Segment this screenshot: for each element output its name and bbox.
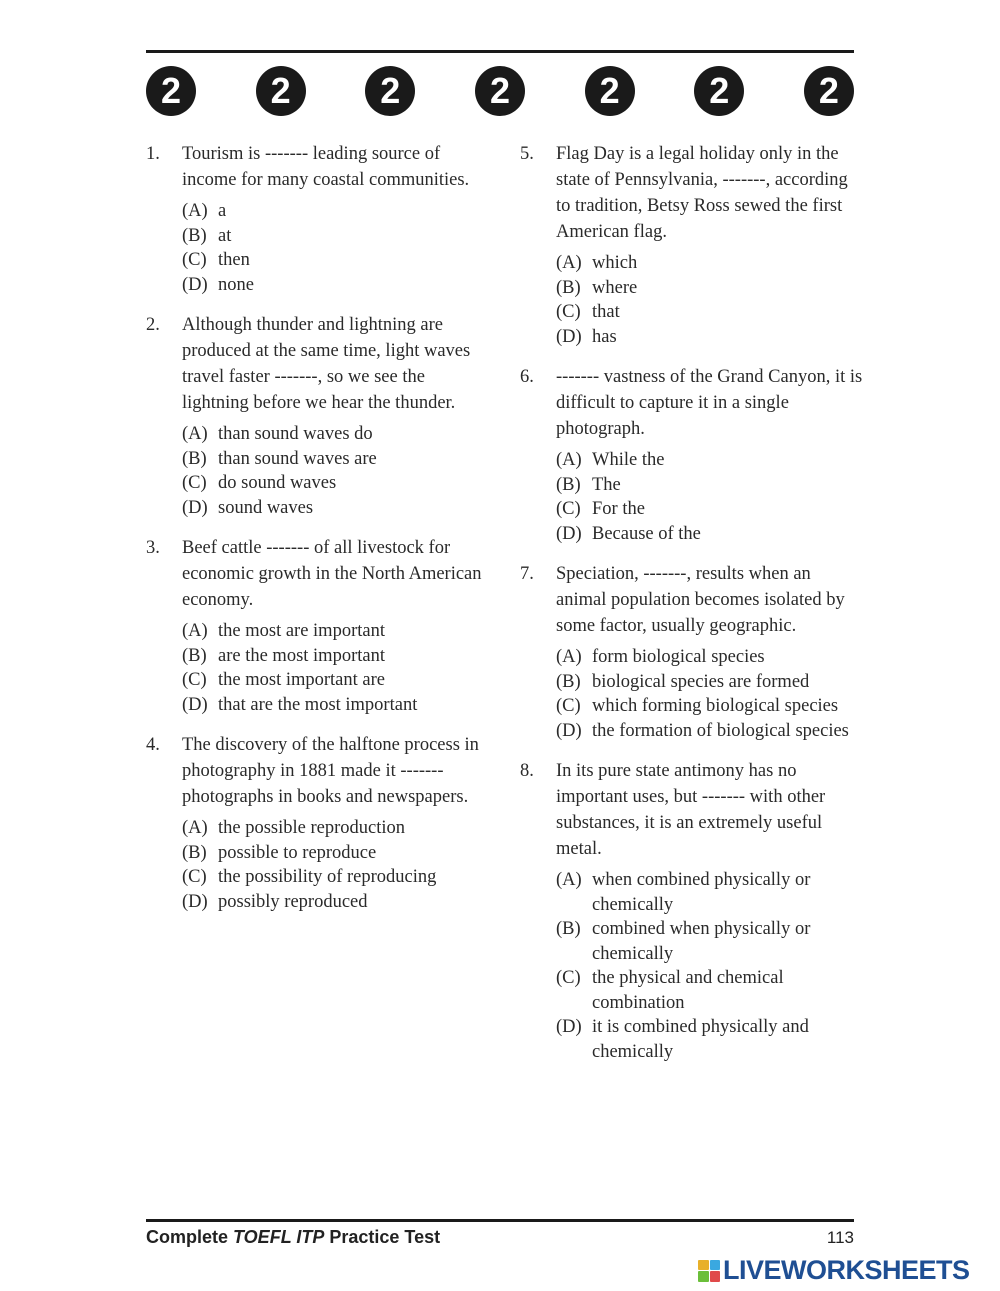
- answer-option[interactable]: [556, 325, 865, 350]
- question-text: Beef cattle ------- of all livestock for economic growth in the North American economy.: [182, 538, 482, 610]
- answer-option[interactable]: [556, 868, 865, 917]
- question-number: 3.: [146, 538, 160, 558]
- question-number: 1.: [146, 144, 160, 164]
- option-text: then: [218, 250, 250, 270]
- option-text: which: [592, 253, 638, 273]
- option-letter: (C): [556, 302, 581, 322]
- option-letter: (B): [182, 448, 207, 469]
- option-letter: (A): [182, 621, 208, 641]
- liveworksheets-brand[interactable]: [698, 1257, 970, 1284]
- option-text: it is combined physically and chemically: [592, 1017, 809, 1062]
- answer-options: [182, 199, 491, 297]
- option-text: the formation of biological species: [592, 720, 849, 741]
- option-text: the possible reproduction: [218, 818, 406, 838]
- brand-text: LIVEWORKSHEETS: [723, 1255, 970, 1285]
- answer-options: [556, 448, 865, 546]
- option-letter: (B): [182, 842, 207, 863]
- question-number: 2.: [146, 315, 160, 335]
- answer-option[interactable]: [556, 966, 865, 1015]
- question-number: 5.: [520, 144, 534, 164]
- answer-options: [556, 645, 865, 743]
- question-stem: [520, 758, 865, 862]
- question-3: [146, 535, 491, 717]
- section-number-badge: 2: [146, 66, 196, 116]
- question-stem: [146, 141, 491, 193]
- footer-title-italic: TOEFL ITP: [233, 1227, 325, 1247]
- answer-option[interactable]: [182, 816, 491, 841]
- question-2: [146, 312, 491, 520]
- bottom-rule: [146, 1219, 854, 1222]
- option-text: that: [592, 302, 620, 322]
- answer-option[interactable]: [556, 300, 865, 325]
- option-letter: (A): [556, 870, 582, 890]
- question-number: 4.: [146, 735, 160, 755]
- option-text: none: [218, 274, 254, 295]
- answer-option[interactable]: [182, 447, 491, 472]
- question-4: [146, 732, 491, 914]
- answer-option[interactable]: [182, 496, 491, 521]
- right-question-column: [520, 141, 865, 1079]
- question-stem: [520, 364, 865, 442]
- option-letter: (C): [182, 250, 207, 270]
- question-stem: [146, 535, 491, 613]
- question-8: [520, 758, 865, 1064]
- option-text: sound waves: [218, 497, 314, 518]
- option-text: where: [592, 277, 638, 298]
- section-number-badge: 2: [694, 66, 744, 116]
- option-letter: (D): [182, 274, 208, 295]
- answer-options: [182, 816, 491, 914]
- option-letter: (B): [182, 225, 207, 246]
- section-number-badge: 2: [475, 66, 525, 116]
- option-text: has: [592, 326, 617, 347]
- option-text: a: [218, 201, 227, 221]
- section-number-badge: 2: [585, 66, 635, 116]
- question-text: In its pure state antimony has no important uses, but ------- with other substances, it is an extremely useful metal.: [556, 761, 826, 859]
- question-stem: [146, 312, 491, 416]
- option-text: possible to reproduce: [218, 842, 377, 863]
- option-text: than sound waves do: [218, 424, 373, 444]
- option-text: are the most important: [218, 645, 385, 666]
- option-letter: (D): [556, 523, 582, 544]
- answer-options: [182, 619, 491, 717]
- answer-option[interactable]: [182, 841, 491, 866]
- question-1: [146, 141, 491, 297]
- question-number: 6.: [520, 367, 534, 387]
- answer-option[interactable]: [556, 694, 865, 719]
- option-text: The: [592, 474, 621, 495]
- answer-option[interactable]: [556, 670, 865, 695]
- option-letter: (C): [556, 696, 581, 716]
- question-stem: [146, 732, 491, 810]
- question-stem: [520, 141, 865, 245]
- option-text: do sound waves: [218, 473, 337, 493]
- answer-options: [182, 422, 491, 520]
- question-text: Speciation, -------, results when an animal population becomes isolated by some factor, usually geographic.: [556, 564, 845, 636]
- question-text: Flag Day is a legal holiday only in the state of Pennsylvania, -------, according to tradition, Betsy Ross sewed the first American flag.: [556, 144, 848, 242]
- answer-option[interactable]: [182, 248, 491, 273]
- question-7: [520, 561, 865, 743]
- answer-option[interactable]: [556, 276, 865, 301]
- option-letter: (D): [182, 497, 208, 518]
- answer-option[interactable]: [556, 719, 865, 744]
- question-text: The discovery of the halftone process in photography in 1881 made it ------- photographs in books and newspapers.: [182, 735, 479, 807]
- answer-option[interactable]: [182, 693, 491, 718]
- option-letter: (C): [182, 867, 207, 887]
- option-text: possibly reproduced: [218, 891, 368, 912]
- option-text: when combined physically or chemically: [592, 870, 811, 915]
- page-number: 113: [826, 1228, 854, 1247]
- option-letter: (A): [182, 818, 208, 838]
- option-text: at: [218, 225, 232, 246]
- answer-option[interactable]: [556, 448, 865, 473]
- option-letter: (B): [556, 474, 581, 495]
- question-number: 7.: [520, 564, 534, 584]
- section-number-badge: 2: [256, 66, 306, 116]
- option-letter: (D): [556, 1017, 582, 1037]
- section-number-badge: 2: [804, 66, 854, 116]
- liveworksheets-logo-icon: [698, 1260, 720, 1282]
- option-letter: (B): [556, 671, 581, 692]
- option-text: than sound waves are: [218, 448, 377, 469]
- option-text: While the: [592, 450, 665, 470]
- option-letter: (C): [556, 968, 581, 988]
- answer-option[interactable]: [556, 251, 865, 276]
- option-letter: (A): [556, 647, 582, 667]
- footer-title: [146, 1227, 440, 1248]
- question-text: Although thunder and lightning are produced at the same time, light waves travel faster -------, so we see the lightning before we hear the thunder.: [182, 315, 471, 413]
- option-text: which forming biological species: [592, 696, 839, 716]
- answer-option[interactable]: [182, 471, 491, 496]
- option-text: Because of the: [592, 523, 701, 544]
- option-letter: (D): [182, 694, 208, 715]
- option-text: the most are important: [218, 621, 385, 641]
- option-letter: (C): [182, 670, 207, 690]
- option-text: the possibility of reproducing: [218, 867, 437, 887]
- answer-option[interactable]: [182, 890, 491, 915]
- option-letter: (D): [182, 891, 208, 912]
- answer-option[interactable]: [556, 917, 865, 966]
- option-letter: (A): [182, 424, 208, 444]
- answer-option[interactable]: [556, 497, 865, 522]
- answer-option[interactable]: [556, 1015, 865, 1064]
- option-text: combined when physically or chemically: [592, 919, 811, 964]
- option-letter: (C): [182, 473, 207, 493]
- answer-option[interactable]: [182, 273, 491, 298]
- answer-option[interactable]: [556, 645, 865, 670]
- answer-option[interactable]: [182, 619, 491, 644]
- option-text: biological species are formed: [592, 671, 810, 692]
- option-letter: (B): [556, 277, 581, 298]
- section-number-row: [146, 66, 854, 116]
- option-letter: (A): [556, 450, 582, 470]
- option-letter: (A): [556, 253, 582, 273]
- answer-options: [556, 251, 865, 349]
- top-rule: [146, 50, 854, 53]
- answer-option[interactable]: [182, 422, 491, 447]
- footer-title-suffix: Practice Test: [324, 1227, 441, 1247]
- question-6: [520, 364, 865, 546]
- question-text: ------- vastness of the Grand Canyon, it is difficult to capture it in a single photograph.: [556, 367, 863, 439]
- answer-option[interactable]: [556, 473, 865, 498]
- option-letter: (C): [556, 499, 581, 519]
- section-number-badge: 2: [365, 66, 415, 116]
- option-text: that are the most important: [218, 694, 418, 715]
- option-text: the physical and chemical combination: [592, 968, 784, 1013]
- question-text: Tourism is ------- leading source of income for many coastal communities.: [182, 144, 470, 190]
- footer-title-prefix: Complete: [146, 1227, 234, 1247]
- answer-option[interactable]: [182, 199, 491, 224]
- option-text: form biological species: [592, 647, 765, 667]
- option-text: For the: [592, 499, 645, 519]
- answer-option[interactable]: [182, 224, 491, 249]
- option-letter: (D): [556, 720, 582, 741]
- answer-option[interactable]: [182, 644, 491, 669]
- option-text: the most important are: [218, 670, 385, 690]
- option-letter: (B): [556, 919, 581, 939]
- question-number: 8.: [520, 761, 534, 781]
- answer-option[interactable]: [556, 522, 865, 547]
- answer-option[interactable]: [182, 668, 491, 693]
- question-5: [520, 141, 865, 349]
- answer-option[interactable]: [182, 865, 491, 890]
- question-stem: [520, 561, 865, 639]
- option-letter: (A): [182, 201, 208, 221]
- left-question-column: [146, 141, 491, 929]
- answer-options: [556, 868, 865, 1064]
- option-letter: (D): [556, 326, 582, 347]
- option-letter: (B): [182, 645, 207, 666]
